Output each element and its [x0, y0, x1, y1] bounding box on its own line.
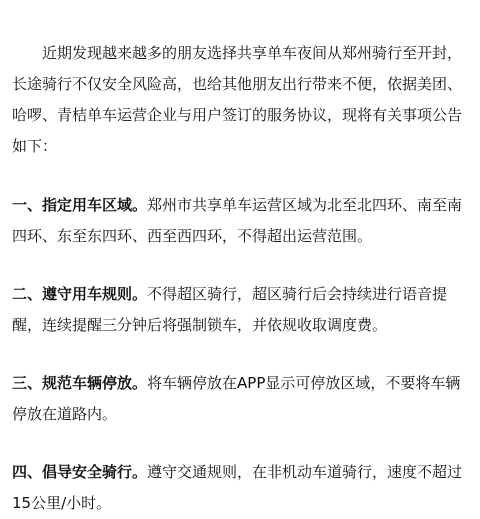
notice-body-3: 将车辆停放在APP显示可停放区域，不要将车辆停放在道路内。 — [12, 374, 461, 423]
notice-heading-4: 四、倡导安全骑行。 — [12, 463, 148, 481]
notice-item-2 — [12, 279, 464, 341]
notice-body-4: 遵守交通规则，在非机动车道骑行，速度不超过15公里/小时。 — [12, 463, 463, 512]
notice-item-4 — [12, 457, 464, 519]
notice-body-1: 郑州市共享单车运营区域为北至北四环、南至南四环、东至东四环、西至西四环，不得超出运营范围。 — [12, 196, 463, 245]
notice-heading-2: 二、遵守用车规则。 — [12, 285, 148, 303]
notice-heading-1: 一、指定用车区域。 — [12, 196, 148, 214]
intro-paragraph: 近期发现越来越多的朋友选择共享单车夜间从郑州骑行至开封，长途骑行不仅安全风险高，也给其他朋友出行带来不便，依据美团、哈啰、青桔单车运营企业与用户签订的服务协议，现将有关事项公告如下： — [12, 44, 463, 155]
notice-heading-3: 三、规范车辆停放。 — [12, 374, 148, 392]
notice-body-2: 不得超区骑行，超区骑行后会持续进行语音提醒，连续提醒三分钟后将强制锁车，并依规收取调度费。 — [12, 285, 448, 334]
notice-item-1 — [12, 190, 464, 252]
notice-item-3 — [12, 368, 464, 430]
